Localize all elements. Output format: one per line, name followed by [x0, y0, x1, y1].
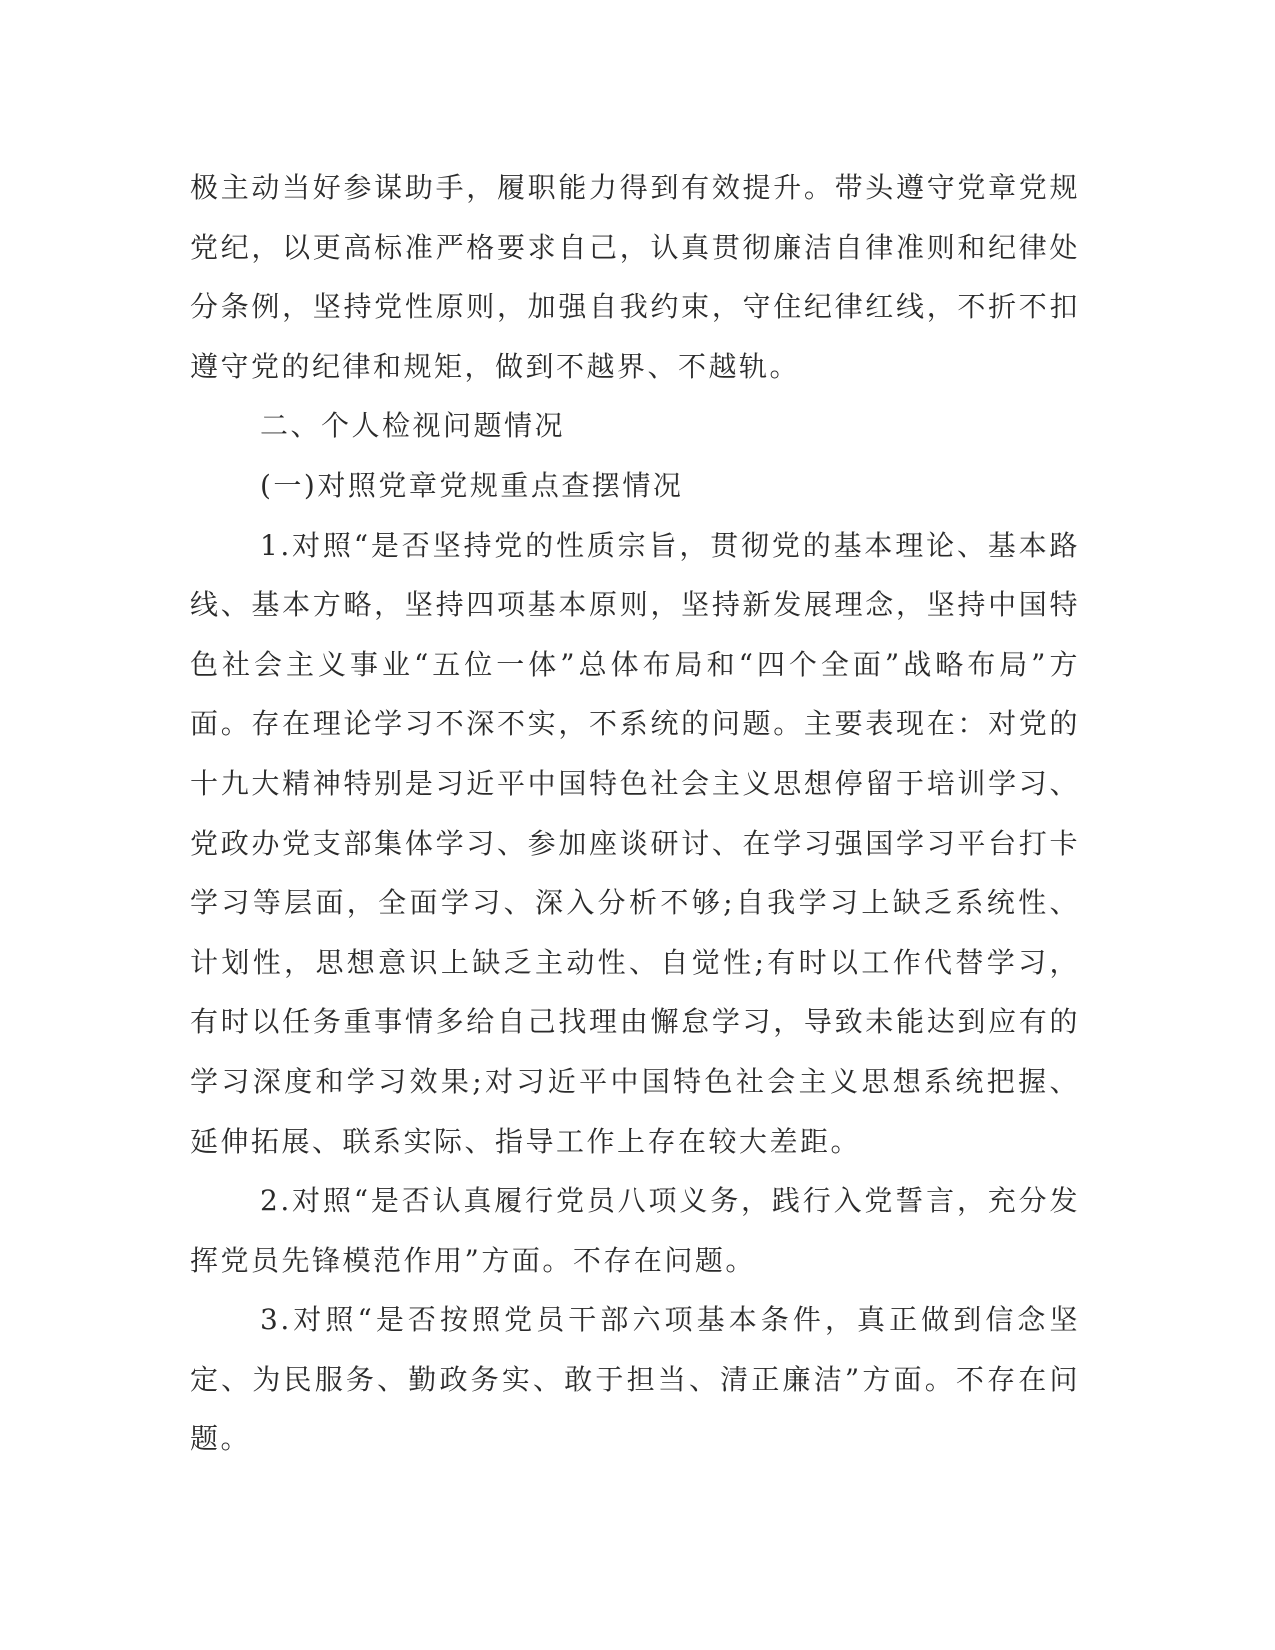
section-heading: 二、个人检视问题情况 [260, 409, 566, 443]
paragraph-continuation: 极主动当好参谋助手，履职能力得到有效提升。带头遵守党章党规党纪，以更高标准严格要求自己，认真贯彻廉洁自律准则和纪律处分条例，坚持党性原则，加强自我约束，守住纪律红线，不折不扣遵守党的纪律和规矩，做到不越界、不越轨。 [190, 171, 1080, 383]
paragraph-item-1: 1.对照“是否坚持党的性质宗旨，贯彻党的基本理论、基本路线、基本方略，坚持四项基本原则，坚持新发展理念，坚持中国特色社会主义事业“五位一体”总体布局和“四个全面”战略布局”方面。存在理论学习不深不实，不系统的问题。主要表现在：对党的十九大精神特别是习近平中国特色社会主义思想停留于培训学习、党政办党支部集体学习、参加座谈研讨、在学习强国学习平台打卡学习等层面，全面学习、深入分析不够;自我学习上缺乏系统性、计划性，思想意识上缺乏主动性、自觉性;有时以工作代替学习，有时以任务重事情多给自己找理由懈怠学习，导致未能达到应有的学习深度和学习效果;对习近平中国特色社会主义思想系统把握、延伸拓展、联系实际、指导工作上存在较大差距。 [190, 528, 1080, 1158]
subsection-heading: (一)对照党章党规重点查摆情况 [260, 468, 684, 502]
paragraph-item-2: 2.对照“是否认真履行党员八项义务，践行入党誓言，充分发挥党员先锋模范作用”方面。不存在问题。 [190, 1184, 1080, 1277]
paragraph-item-3: 3.对照“是否按照党员干部六项基本条件，真正做到信念坚定、为民服务、勤政务实、敢于担当、清正廉洁”方面。不存在问题。 [190, 1303, 1080, 1456]
document-body [190, 158, 1080, 1469]
